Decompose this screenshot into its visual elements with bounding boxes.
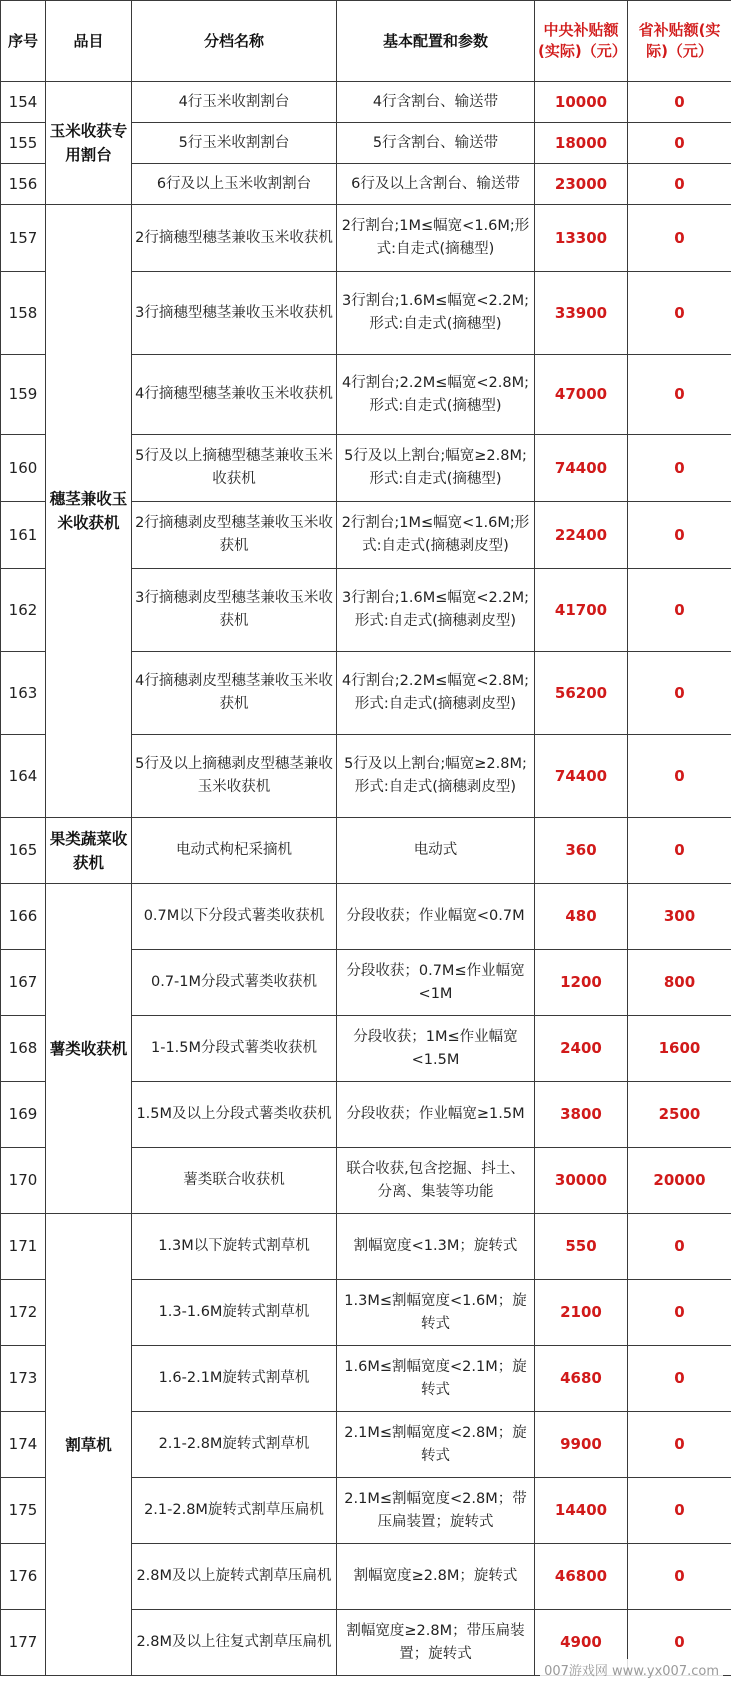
row-index: 159 bbox=[1, 355, 46, 435]
tier-name-cell: 5行及以上摘穗型穗茎兼收玉米收获机 bbox=[132, 435, 337, 502]
tier-name-cell: 0.7-1M分段式薯类收获机 bbox=[132, 950, 337, 1016]
central-subsidy-cell: 47000 bbox=[535, 355, 628, 435]
table-row bbox=[1, 205, 731, 272]
category-cell: 果类蔬菜收获机 bbox=[46, 818, 132, 884]
central-subsidy-cell: 46800 bbox=[535, 1544, 628, 1610]
row-index: 157 bbox=[1, 205, 46, 272]
header-index: 序号 bbox=[1, 1, 46, 82]
spec-cell: 4行割台;2.2M≤幅宽<2.8M;形式:自走式(摘穗剥皮型) bbox=[337, 652, 535, 735]
provincial-subsidy-cell: 20000 bbox=[628, 1148, 731, 1214]
spec-cell: 3行割台;1.6M≤幅宽<2.2M;形式:自走式(摘穗剥皮型) bbox=[337, 569, 535, 652]
category-cell: 薯类收获机 bbox=[46, 884, 132, 1214]
row-index: 154 bbox=[1, 82, 46, 123]
row-index: 171 bbox=[1, 1214, 46, 1280]
central-subsidy-cell: 18000 bbox=[535, 123, 628, 164]
spec-cell: 4行割台;2.2M≤幅宽<2.8M;形式:自走式(摘穗型) bbox=[337, 355, 535, 435]
category-cell: 穗茎兼收玉米收获机 bbox=[46, 205, 132, 818]
central-subsidy-cell: 74400 bbox=[535, 735, 628, 818]
row-index: 169 bbox=[1, 1082, 46, 1148]
central-subsidy-cell: 1200 bbox=[535, 950, 628, 1016]
spec-cell: 2行割台;1M≤幅宽<1.6M;形式:自走式(摘穗型) bbox=[337, 205, 535, 272]
spec-cell: 1.3M≤割幅宽度<1.6M；旋转式 bbox=[337, 1280, 535, 1346]
row-index: 168 bbox=[1, 1016, 46, 1082]
table-row bbox=[1, 1214, 731, 1280]
central-subsidy-cell: 22400 bbox=[535, 502, 628, 569]
tier-name-cell: 2行摘穗型穗茎兼收玉米收获机 bbox=[132, 205, 337, 272]
tier-name-cell: 2.8M及以上往复式割草压扁机 bbox=[132, 1610, 337, 1676]
provincial-subsidy-cell: 0 bbox=[628, 355, 731, 435]
central-subsidy-cell: 14400 bbox=[535, 1478, 628, 1544]
provincial-subsidy-cell: 0 bbox=[628, 735, 731, 818]
provincial-subsidy-cell: 0 bbox=[628, 502, 731, 569]
central-subsidy-cell: 30000 bbox=[535, 1148, 628, 1214]
header-category: 品目 bbox=[46, 1, 132, 82]
provincial-subsidy-cell: 0 bbox=[628, 82, 731, 123]
tier-name-cell: 5行及以上摘穗剥皮型穗茎兼收玉米收获机 bbox=[132, 735, 337, 818]
row-index: 175 bbox=[1, 1478, 46, 1544]
provincial-subsidy-cell: 0 bbox=[628, 1412, 731, 1478]
spec-cell: 割幅宽度<1.3M；旋转式 bbox=[337, 1214, 535, 1280]
tier-name-cell: 0.7M以下分段式薯类收获机 bbox=[132, 884, 337, 950]
row-index: 172 bbox=[1, 1280, 46, 1346]
tier-name-cell: 2.1-2.8M旋转式割草压扁机 bbox=[132, 1478, 337, 1544]
spec-cell: 5行及以上割台;幅宽≥2.8M;形式:自走式(摘穗剥皮型) bbox=[337, 735, 535, 818]
row-index: 177 bbox=[1, 1610, 46, 1676]
row-index: 174 bbox=[1, 1412, 46, 1478]
header-tier-name: 分档名称 bbox=[132, 1, 337, 82]
spec-cell: 分段收获；作业幅宽<0.7M bbox=[337, 884, 535, 950]
central-subsidy-cell: 2400 bbox=[535, 1016, 628, 1082]
spec-cell: 割幅宽度≥2.8M；带压扁装置；旋转式 bbox=[337, 1610, 535, 1676]
central-subsidy-cell: 550 bbox=[535, 1214, 628, 1280]
central-subsidy-cell: 23000 bbox=[535, 164, 628, 205]
spec-cell: 分段收获；0.7M≤作业幅宽<1M bbox=[337, 950, 535, 1016]
central-subsidy-cell: 33900 bbox=[535, 272, 628, 355]
provincial-subsidy-cell: 0 bbox=[628, 1346, 731, 1412]
spec-cell: 2.1M≤割幅宽度<2.8M；带压扁装置；旋转式 bbox=[337, 1478, 535, 1544]
header-central-subsidy: 中央补贴额(实际)（元） bbox=[535, 1, 628, 82]
provincial-subsidy-cell: 0 bbox=[628, 123, 731, 164]
central-subsidy-cell: 2100 bbox=[535, 1280, 628, 1346]
row-index: 155 bbox=[1, 123, 46, 164]
header-spec: 基本配置和参数 bbox=[337, 1, 535, 82]
tier-name-cell: 1.5M及以上分段式薯类收获机 bbox=[132, 1082, 337, 1148]
spec-cell: 5行及以上割台;幅宽≥2.8M;形式:自走式(摘穗型) bbox=[337, 435, 535, 502]
provincial-subsidy-cell: 0 bbox=[628, 1544, 731, 1610]
spec-cell: 4行含割台、输送带 bbox=[337, 82, 535, 123]
row-index: 160 bbox=[1, 435, 46, 502]
provincial-subsidy-cell: 0 bbox=[628, 1280, 731, 1346]
tier-name-cell: 薯类联合收获机 bbox=[132, 1148, 337, 1214]
provincial-subsidy-cell: 0 bbox=[628, 652, 731, 735]
table-row bbox=[1, 818, 731, 884]
tier-name-cell: 2.1-2.8M旋转式割草机 bbox=[132, 1412, 337, 1478]
tier-name-cell: 4行摘穗型穗茎兼收玉米收获机 bbox=[132, 355, 337, 435]
central-subsidy-cell: 41700 bbox=[535, 569, 628, 652]
tier-name-cell: 3行摘穗型穗茎兼收玉米收获机 bbox=[132, 272, 337, 355]
category-cell: 割草机 bbox=[46, 1214, 132, 1676]
spec-cell: 分段收获；作业幅宽≥1.5M bbox=[337, 1082, 535, 1148]
row-index: 167 bbox=[1, 950, 46, 1016]
provincial-subsidy-cell: 0 bbox=[628, 818, 731, 884]
tier-name-cell: 3行摘穗剥皮型穗茎兼收玉米收获机 bbox=[132, 569, 337, 652]
provincial-subsidy-cell: 0 bbox=[628, 272, 731, 355]
provincial-subsidy-cell: 0 bbox=[628, 1214, 731, 1280]
row-index: 162 bbox=[1, 569, 46, 652]
provincial-subsidy-cell: 300 bbox=[628, 884, 731, 950]
provincial-subsidy-cell: 2500 bbox=[628, 1082, 731, 1148]
header-provincial-subsidy: 省补贴额(实际)（元） bbox=[628, 1, 731, 82]
central-subsidy-cell: 4680 bbox=[535, 1346, 628, 1412]
provincial-subsidy-cell: 0 bbox=[628, 1478, 731, 1544]
tier-name-cell: 1.3-1.6M旋转式割草机 bbox=[132, 1280, 337, 1346]
row-index: 176 bbox=[1, 1544, 46, 1610]
central-subsidy-cell: 10000 bbox=[535, 82, 628, 123]
row-index: 170 bbox=[1, 1148, 46, 1214]
central-subsidy-cell: 3800 bbox=[535, 1082, 628, 1148]
row-index: 158 bbox=[1, 272, 46, 355]
tier-name-cell: 1.3M以下旋转式割草机 bbox=[132, 1214, 337, 1280]
central-subsidy-cell: 480 bbox=[535, 884, 628, 950]
central-subsidy-cell: 13300 bbox=[535, 205, 628, 272]
central-subsidy-cell: 4900 bbox=[535, 1610, 628, 1676]
provincial-subsidy-cell: 0 bbox=[628, 164, 731, 205]
provincial-subsidy-cell: 0 bbox=[628, 205, 731, 272]
spec-cell: 6行及以上含割台、输送带 bbox=[337, 164, 535, 205]
provincial-subsidy-cell: 0 bbox=[628, 435, 731, 502]
tier-name-cell: 4行玉米收割割台 bbox=[132, 82, 337, 123]
tier-name-cell: 电动式枸杞采摘机 bbox=[132, 818, 337, 884]
provincial-subsidy-cell: 0 bbox=[628, 1610, 731, 1676]
spec-cell: 电动式 bbox=[337, 818, 535, 884]
tier-name-cell: 4行摘穗剥皮型穗茎兼收玉米收获机 bbox=[132, 652, 337, 735]
tier-name-cell: 5行玉米收割割台 bbox=[132, 123, 337, 164]
tier-name-cell: 1.6-2.1M旋转式割草机 bbox=[132, 1346, 337, 1412]
provincial-subsidy-cell: 0 bbox=[628, 569, 731, 652]
row-index: 166 bbox=[1, 884, 46, 950]
tier-name-cell: 6行及以上玉米收割割台 bbox=[132, 164, 337, 205]
spec-cell: 分段收获；1M≤作业幅宽<1.5M bbox=[337, 1016, 535, 1082]
row-index: 156 bbox=[1, 164, 46, 205]
header-row bbox=[1, 1, 731, 82]
tier-name-cell: 2行摘穗剥皮型穗茎兼收玉米收获机 bbox=[132, 502, 337, 569]
category-cell: 玉米收获专用割台 bbox=[46, 82, 132, 205]
row-index: 163 bbox=[1, 652, 46, 735]
row-index: 165 bbox=[1, 818, 46, 884]
spec-cell: 割幅宽度≥2.8M；旋转式 bbox=[337, 1544, 535, 1610]
table-row bbox=[1, 884, 731, 950]
central-subsidy-cell: 56200 bbox=[535, 652, 628, 735]
row-index: 173 bbox=[1, 1346, 46, 1412]
tier-name-cell: 1-1.5M分段式薯类收获机 bbox=[132, 1016, 337, 1082]
spec-cell: 3行割台;1.6M≤幅宽<2.2M;形式:自走式(摘穗型) bbox=[337, 272, 535, 355]
watermark: 007游戏网 www.yx007.com bbox=[540, 1659, 723, 1680]
row-index: 164 bbox=[1, 735, 46, 818]
central-subsidy-cell: 74400 bbox=[535, 435, 628, 502]
spec-cell: 2.1M≤割幅宽度<2.8M；旋转式 bbox=[337, 1412, 535, 1478]
tier-name-cell: 2.8M及以上旋转式割草压扁机 bbox=[132, 1544, 337, 1610]
spec-cell: 2行割台;1M≤幅宽<1.6M;形式:自走式(摘穗剥皮型) bbox=[337, 502, 535, 569]
spec-cell: 5行含割台、输送带 bbox=[337, 123, 535, 164]
spec-cell: 联合收获,包含挖掘、抖土、分离、集装等功能 bbox=[337, 1148, 535, 1214]
provincial-subsidy-cell: 800 bbox=[628, 950, 731, 1016]
spec-cell: 1.6M≤割幅宽度<2.1M；旋转式 bbox=[337, 1346, 535, 1412]
row-index: 161 bbox=[1, 502, 46, 569]
central-subsidy-cell: 9900 bbox=[535, 1412, 628, 1478]
table-row bbox=[1, 82, 731, 123]
central-subsidy-cell: 360 bbox=[535, 818, 628, 884]
provincial-subsidy-cell: 1600 bbox=[628, 1016, 731, 1082]
